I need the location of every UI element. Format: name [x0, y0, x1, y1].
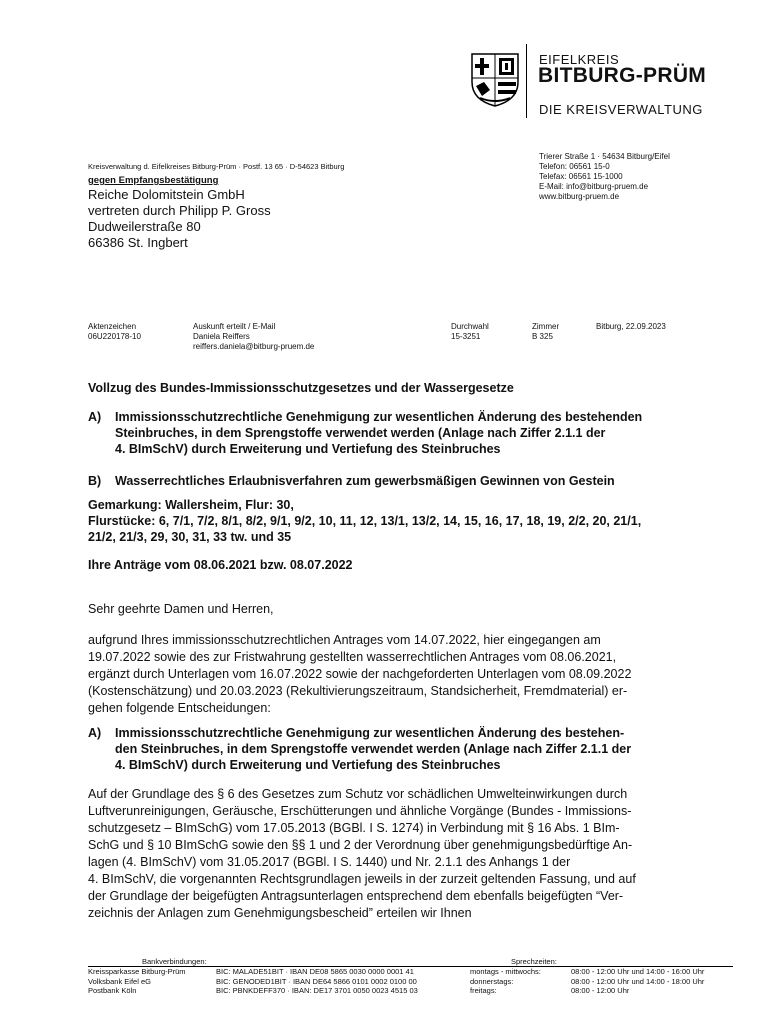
coat-of-arms-logo — [470, 52, 520, 108]
antraege-line: Ihre Anträge vom 08.06.2021 bzw. 08.07.2022 — [88, 558, 353, 572]
paragraph-line: aufgrund Ihres immissionsschutzrechtlichen Antrages vom 14.07.2022, hier eingegangen am — [88, 633, 601, 647]
aktenzeichen-label: Aktenzeichen — [88, 322, 137, 331]
footer-ibans — [216, 967, 418, 996]
bank-name: Postbank Köln — [88, 986, 137, 995]
sender-line: Kreisverwaltung d. Eifelkreises Bitburg-Prüm · Postf. 13 65 · D-54623 Bitburg — [88, 162, 345, 171]
decision-a-line: Immissionsschutzrechtliche Genehmigung zur wesentlichen Änderung des bestehen- — [115, 726, 625, 740]
gemarkung-line: Gemarkung: Wallersheim, Flur: 30, — [88, 498, 294, 512]
paragraph-line: lagen (4. BImSchV) vom 31.05.2017 (BGBl. I S. 1440) und Nr. 2.1.1 des Anhangs 1 der — [88, 855, 571, 869]
bank-iban: BIC: GENODED1BIT · IBAN DE64 5866 0101 0002 0100 00 — [216, 976, 417, 986]
paragraph-line: SchG und § 10 BImSchG sowie den §§ 1 und 2 der Verordnung über genehmigungsbedürftige An- — [88, 838, 633, 852]
subject-a-line: Steinbruches, in dem Sprengstoffe verwendet werden (Anlage nach Ziffer 2.1.1 der — [115, 426, 606, 440]
footer-days — [470, 967, 541, 996]
body-paragraph-2 — [88, 786, 636, 922]
footer-times — [571, 967, 704, 996]
office-time: 08:00 - 12:00 Uhr und 14:00 - 18:00 Uhr — [571, 976, 705, 986]
auskunft-email[interactable]: reiffers.daniela@bitburg-pruem.de — [193, 342, 315, 351]
contact-phone: Telefon: 06561 15-0 — [539, 162, 610, 171]
bank-iban: BIC: PBNKDEFF370 · IBAN: DE17 3701 0050 0023 4515 03 — [216, 986, 418, 995]
meta-durchwahl — [451, 322, 489, 342]
letterhead-admin: DIE KREISVERWALTUNG — [539, 102, 703, 117]
bank-name: Kreissparkasse Bitburg-Prüm — [88, 967, 186, 976]
paragraph-line: Luftverunreinigungen, Geräusche, Erschütterungen und ähnliche Vorgänge (Bundes - Immissions- — [88, 804, 632, 818]
contact-email[interactable]: E-Mail: info@bitburg-pruem.de — [539, 182, 649, 191]
paragraph-line: ergänzt durch Unterlagen vom 16.07.2022 sowie der nachgeforderten Unterlagen vom 08.09.2022 — [88, 667, 632, 681]
delivery-note: gegen Empfangsbestätigung — [88, 175, 219, 186]
recipient-company: Reiche Dolomitstein GmbH — [88, 187, 245, 202]
meta-zimmer — [532, 322, 559, 342]
recipient-block — [88, 175, 271, 251]
office-time: 08:00 - 12:00 Uhr — [571, 986, 630, 995]
recipient-street: Dudweilerstraße 80 — [88, 219, 201, 234]
letterhead-name: BITBURG-PRÜM — [538, 64, 707, 87]
gemarkung-block — [88, 497, 641, 545]
paragraph-line: 4. BImSchV, die vorgenannten Rechtsgrundlagen jeweils in der zurzeit geltenden Fassung, und auf — [88, 872, 636, 886]
letter-date: Bitburg, 22.09.2023 — [596, 322, 666, 331]
paragraph-line: 19.07.2022 sowie des zur Fristwahrung gestellten wasserrechtlichen Antrages vom 08.06.2021, — [88, 650, 617, 664]
paragraph-line: der Grundlage der beigefügten Antragsunterlagen entsprechend dem ebenfalls beigefügten “Ver- — [88, 889, 624, 903]
decision-a-line: 4. BImSchV) durch Erweiterung und Vertiefung des Steinbruches — [115, 758, 501, 772]
logo-divider — [526, 44, 527, 118]
letterhead-district: EIFELKREIS — [539, 52, 620, 67]
bank-iban: BIC: MALADE51BIT · IBAN DE08 5865 0030 0000 0001 41 — [216, 967, 414, 976]
office-day: montags - mittwochs: — [470, 967, 541, 976]
subject-a-label: A) — [88, 410, 102, 424]
subject-a-line: 4. BImSchV) durch Erweiterung und Vertiefung des Steinbruches — [115, 442, 501, 456]
decision-a-line: den Steinbruches, in dem Sprengstoffe verwendet werden (Anlage nach Ziffer 2.1.1 der — [115, 742, 632, 756]
footer-hours-heading: Sprechzeiten: — [511, 957, 557, 966]
paragraph-line: zeichnis der Anlagen zum Genehmigungsbescheid” erteilen wir Ihnen — [88, 906, 472, 920]
contact-website[interactable]: www.bitburg-pruem.de — [539, 192, 620, 201]
flurstuecke-line: 21/2, 21/3, 29, 30, 31, 33 tw. und 35 — [88, 530, 292, 544]
durchwahl-label: Durchwahl — [451, 322, 489, 331]
decision-a-label: A) — [88, 726, 102, 740]
contact-address: Trierer Straße 1 · 54634 Bitburg/Eifel — [539, 152, 670, 161]
subject-b-line: Wasserrechtliches Erlaubnisverfahren zum gewerbsmäßigen Gewinnen von Gestein — [115, 474, 615, 488]
flurstuecke-line: Flurstücke: 6, 7/1, 7/2, 8/1, 8/2, 9/1, 9/2, 10, 11, 12, 13/1, 13/2, 14, 15, 16, 17, 18, 19, 2/2, 20, 21/1, — [88, 514, 642, 528]
salutation: Sehr geehrte Damen und Herren, — [88, 602, 274, 616]
auskunft-name: Daniela Reiffers — [193, 332, 250, 341]
meta-auskunft — [193, 322, 314, 352]
bank-name: Volksbank Eifel eG — [88, 976, 151, 986]
footer-banks — [88, 967, 186, 996]
recipient-city: 66386 St. Ingbert — [88, 235, 188, 250]
contact-fax: Telefax: 06561 15-1000 — [539, 172, 623, 181]
subject-b-label: B) — [88, 474, 102, 488]
subject-item-b — [88, 473, 728, 489]
aktenzeichen-value: 06U220178-10 — [88, 332, 141, 341]
paragraph-line: schutzgesetz – BImSchG) vom 17.05.2013 (BGBl. I S. 1274) in Verbindung mit § 16 Abs. 1 BIm- — [88, 821, 620, 835]
zimmer-value: B 325 — [532, 332, 553, 341]
zimmer-label: Zimmer — [532, 322, 560, 331]
paragraph-line: (Kostenschätzung) und 20.03.2023 (Rekultivierungszeitraum, Standsicherheit, Fremdmaterial) er- — [88, 684, 628, 698]
subject-item-a — [88, 409, 728, 457]
contact-block — [539, 152, 670, 202]
decision-a-heading — [88, 725, 728, 773]
recipient-representative: vertreten durch Philipp P. Gross — [88, 203, 271, 218]
paragraph-line: gehen folgende Entscheidungen: — [88, 701, 271, 715]
office-time: 08:00 - 12:00 Uhr und 14:00 - 16:00 Uhr — [571, 967, 705, 976]
body-paragraph-1 — [88, 632, 631, 717]
auskunft-label: Auskunft erteilt / E-Mail — [193, 322, 276, 331]
subject-a-line: Immissionsschutzrechtliche Genehmigung zur wesentlichen Änderung des bestehenden — [115, 410, 643, 424]
office-day: freitags: — [470, 986, 497, 995]
paragraph-line: Auf der Grundlage des § 6 des Gesetzes zum Schutz vor schädlichen Umwelteinwirkungen durch — [88, 787, 628, 801]
meta-aktenzeichen — [88, 322, 141, 342]
footer-bank-heading: Bankverbindungen: — [142, 957, 207, 966]
durchwahl-value: 15-3251 — [451, 332, 481, 341]
subject-title: Vollzug des Bundes-Immissionsschutzgesetzes und der Wassergesetze — [88, 381, 514, 395]
office-day: donnerstags: — [470, 976, 514, 986]
